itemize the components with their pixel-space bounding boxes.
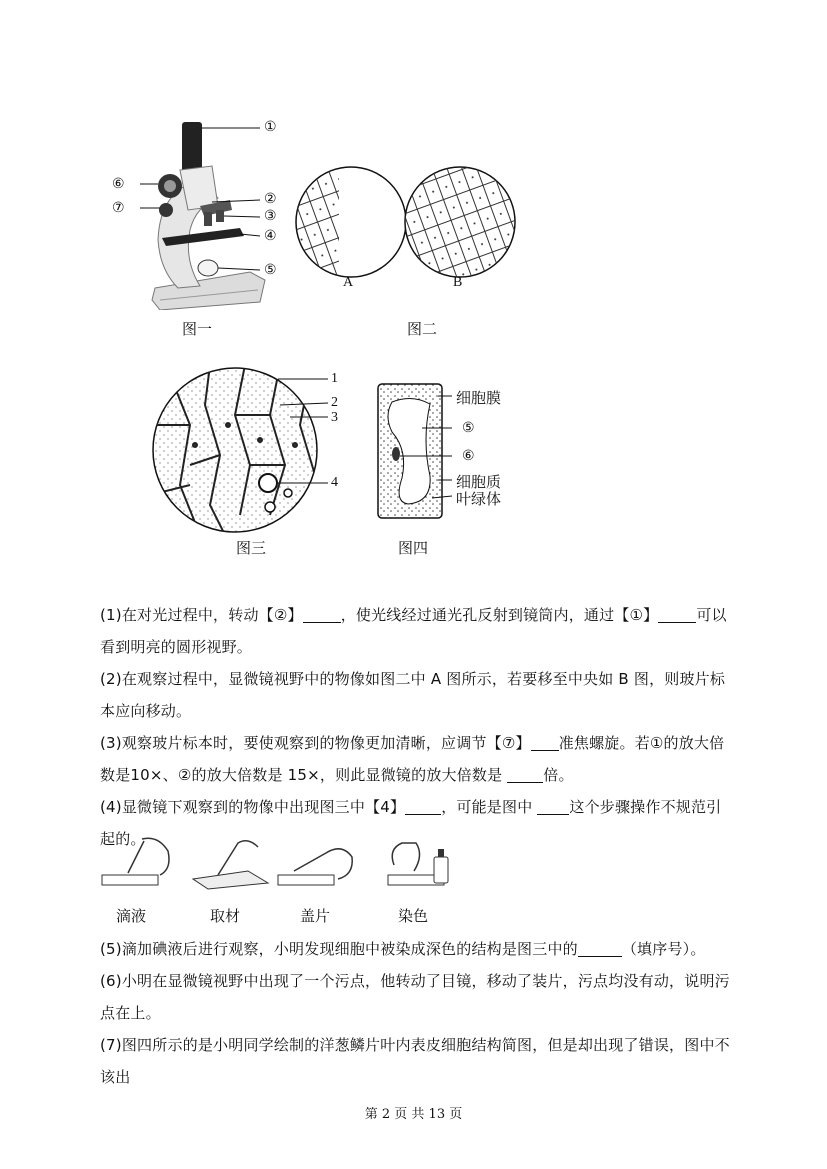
fig4-label-5: ⑤ [462,421,475,436]
page-footer: 第 2 页 共 13 页 [364,1107,463,1122]
fig1-label-5: ⑤ [264,263,277,278]
q5-blank[interactable] [578,940,622,957]
question-3 [100,727,732,791]
fig1-label-4: ④ [264,229,277,244]
step-label-cover: 盖片 [300,907,331,925]
step-label-stain: 染色 [398,907,429,925]
question-7 [100,1029,732,1093]
fig3-label-4: 4 [331,475,338,490]
q6-text: (6)小明在显微镜视野中出现了一个污点，他转动了目镜，移动了装片，污点均没有动，说明污点在上。 [100,972,730,1022]
figure-2-views [295,160,535,340]
fig1-caption: 图一 [182,320,213,338]
q1-blank-2[interactable] [658,606,696,623]
q4-blank-2[interactable] [537,798,569,815]
fig4-label-membrane: 细胞膜 [456,389,502,407]
fig3-label-1: 1 [331,371,338,386]
fig1-label-3: ③ [264,209,277,224]
q4-blank-1[interactable] [405,798,441,815]
fig4-label-6: ⑥ [462,449,475,464]
question-5 [100,933,732,965]
q2-text: (2)在观察过程中，显微镜视野中的物像如图二中 A 图所示，若要移至中央如 B 图，则玻片标本应向移动。 [100,670,726,720]
fig1-label-6: ⑥ [112,177,125,192]
fig1-label-7: ⑦ [112,201,125,216]
fig1-label-1: ① [264,120,277,135]
fig2-label-a: A [343,275,354,290]
fig2-caption: 图二 [407,320,438,338]
q4-part-c: 这个步骤操作不规范引起的。 [100,798,722,848]
fig3-drawing [150,365,350,535]
q4-part-b: ，可能是图中 [441,798,538,816]
fig4-drawing [372,380,532,525]
q5-part-a: (5)滴加碘液后进行观察，小明发现细胞中被染成深色的结构是图三中的 [100,940,578,958]
fig4-label-cytoplasm: 细胞质 [456,473,502,491]
fig2-label-b: B [453,275,463,290]
figure-3-onion-cells [150,365,350,560]
question-1 [100,599,732,663]
q3-part-b: 准焦螺旋。若①的放大倍数是10×、②的放大倍数是 15×，则此显微镜的放大倍数是 [100,734,725,784]
q7-text: (7)图四所示的是小明同学绘制的洋葱鳞片叶内表皮细胞结构简图，但是却出现了错误，图中不该出 [100,1036,730,1086]
q3-blank-1[interactable] [531,734,559,751]
step-illustrations [98,835,478,930]
step-label-take: 取材 [210,907,241,925]
fig3-label-3: 3 [331,410,338,425]
fig4-caption: 图四 [398,539,429,557]
q1-part-a: (1)在对光过程中，转动【②】 [100,606,303,624]
step-label-drip: 滴液 [116,907,147,925]
fig3-label-2: 2 [331,395,338,410]
q3-blank-2[interactable] [507,766,543,783]
q3-part-c: 倍。 [543,766,574,784]
question-6 [100,965,732,1029]
fig1-label-2: ② [264,192,277,207]
question-2 [100,663,732,727]
q3-part-a: (3)观察玻片标本时，要使观察到的物像更加清晰，应调节【⑦】 [100,734,531,752]
q5-part-b: （填序号）。 [621,940,706,958]
figure-4-cell-diagram [372,380,532,560]
q4-part-a: (4)显微镜下观察到的物像中出现图三中【4】 [100,798,406,816]
fig3-caption: 图三 [236,539,267,557]
figure-1-microscope [100,110,300,340]
fig2-drawing [295,160,535,290]
q1-part-c: 可以看到明亮的圆形视野。 [100,606,727,656]
q1-part-b: ，使光线经过通光孔反射到镜筒内，通过【①】 [340,606,659,624]
q1-blank-1[interactable] [303,606,341,623]
fig4-label-chloroplast: 叶绿体 [456,490,502,508]
steps-drawing [98,835,478,895]
